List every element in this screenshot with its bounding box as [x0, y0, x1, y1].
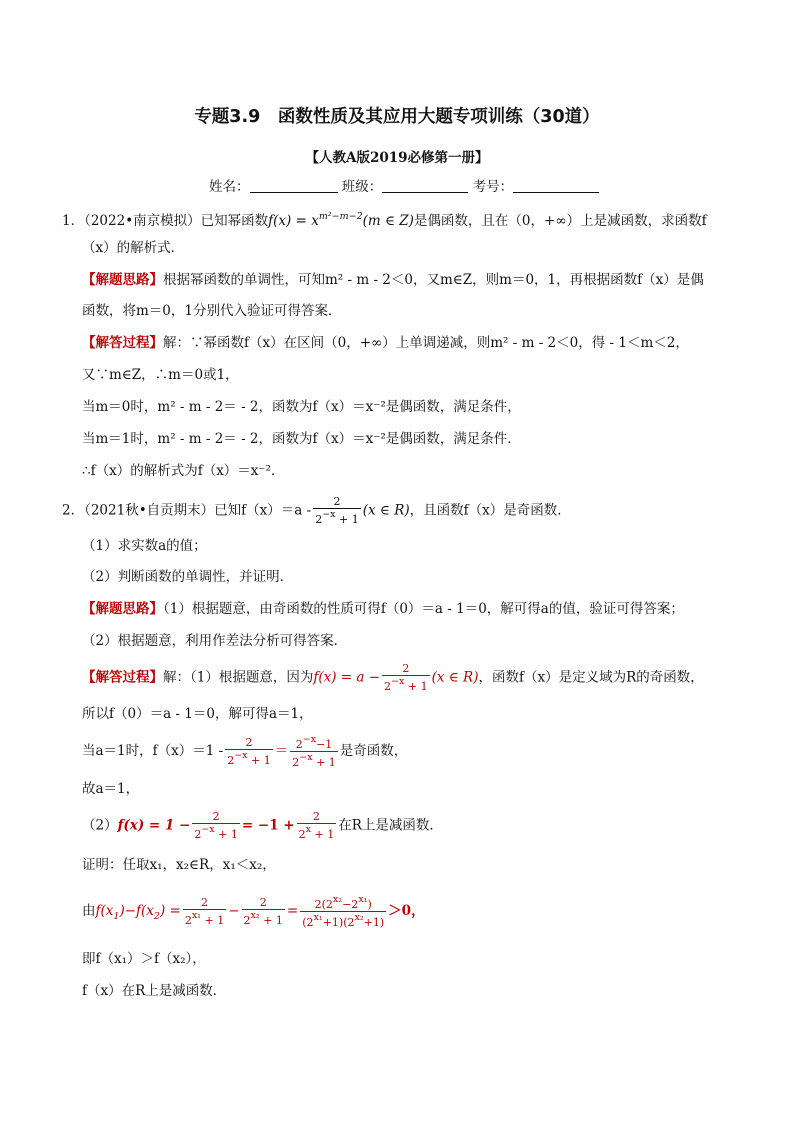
- q2-solution-line3: 当a＝1时，f（x）＝1 - $\frac{2}{2-x + 1}$ ＝ $\frac{2-x-1}{2-x + 1}$ 是奇函数，: [82, 734, 408, 769]
- q1-solution-line1: 【解答过程】解：∵幂函数f（x）在区间（0，+∞）上单调递减，则m² - m - 2＜0，得 - 1＜m＜2，: [82, 335, 689, 351]
- exam-blank: [513, 178, 599, 193]
- page-subtitle: 【人教A版2019必修第一册】: [305, 150, 489, 166]
- q2-hint-line2: （2）根据题意，利用作差法分析可得答案．: [82, 633, 348, 649]
- q2-solution-line6: 证明：任取x₁，x₂∈R，x₁＜x₂，: [82, 857, 276, 873]
- q2-part1: （1）求实数a的值；: [82, 538, 207, 554]
- q1-solution-tag: 【解答过程】: [82, 335, 163, 351]
- q1-solution-line5: ∴f（x）的解析式为f（x）＝x⁻²．: [82, 463, 285, 479]
- q1-number: 1．: [62, 213, 85, 229]
- q2-solution-line2: 所以f（0）＝a - 1＝0，解可得a＝1，: [82, 706, 313, 722]
- student-info-line: [209, 175, 599, 195]
- q2-stem-line: 2．（2021秋•自贡期末）已知f（x）＝a - $\frac{2}{2-x + 1}$ (x ∈ R)，且函数f（x）是奇函数．: [62, 495, 571, 526]
- q2-part2: （2）判断函数的单调性，并证明．: [82, 569, 294, 585]
- q2-solution-line8: 即f（x₁）＞f（x₂），: [82, 951, 206, 967]
- q1-solution-line3: 当m＝0时，m² - m - 2＝ - 2，函数为f（x）＝x⁻²是偶函数，满足条件，: [82, 399, 521, 415]
- class-blank: [382, 178, 468, 193]
- q2-number: 2．: [62, 502, 85, 519]
- q1-solution-line4: 当m＝1时，m² - m - 2＝ - 2，函数为f（x）＝x⁻²是偶函数，满足条件．: [82, 431, 521, 447]
- q1-hint-tag: 【解题思路】: [82, 272, 163, 288]
- q1-hint-line2: 函数，将m＝0，1分别代入验证可得答案．: [82, 303, 342, 319]
- q2-solution-line5: （2）f(x) = 1 − $\frac{2}{2-x + 1}$ = −1 + $\frac{2}{2x + 1}$ 在R上是减函数．: [82, 810, 443, 841]
- q2-solution-line4: 故a＝1，: [82, 781, 140, 797]
- class-label: 班级：: [341, 179, 383, 195]
- name-label: 姓名：: [209, 179, 250, 195]
- q1-power-function: $f(x) = x^{m^2-m-2}(m$ ∈ Z): [268, 211, 414, 229]
- q2-source: （2021秋•自贡期末）: [84, 502, 215, 519]
- q2-solution-tag: 【解答过程】: [82, 669, 163, 686]
- q2-solution-line7: 由$f(x_1)-f(x_2)$ = $\frac{2}{\text{2x₁ + 1}}$ − $\frac{2}{\text{2x₂ + 1}}$ = $\frac{\text{2(2x₂−2x₁)}}{\text{(2x₁+1)(2x₂+1)}}$ ＞0，: [82, 894, 425, 929]
- q2-fraction: $\frac{2}{2-x + 1}$: [315, 495, 359, 526]
- name-blank: [250, 178, 338, 193]
- q2-hint-tag: 【解题思路】: [82, 601, 163, 617]
- q2-solution-line1: 【解答过程】解：（1）根据题意，因为f(x) = a − $\frac{2}{2-x + 1}$ (x ∈ R)，函数f（x）是定义域为R的奇函数，: [82, 662, 704, 693]
- q1-stem-line2: （x）的解析式．: [82, 240, 185, 256]
- exam-label: 考号：: [472, 179, 514, 195]
- q1-source: （2022•南京模拟）: [84, 213, 201, 229]
- q1-stem-line1: 1．（2022•南京模拟）已知幂函数$f(x) = x^{m^2-m-2}(m$ ∈ Z)是偶函数，且在（0，+∞）上是减函数，求函数f: [62, 211, 707, 229]
- q2-hint-line1: 【解题思路】（1）根据题意，由奇函数的性质可得f（0）＝a - 1＝0，解可得a的值，验证可得答案；: [82, 601, 684, 617]
- q1-hint-line1: 【解题思路】根据幂函数的单调性，可知m² - m - 2＜0，又m∈Z，则m＝0，1，再根据函数f（x）是偶: [82, 272, 704, 288]
- q2-solution-line9: f（x）在R上是减函数．: [82, 983, 227, 999]
- q1-solution-line2: 又∵m∈Z，∴m＝0或1，: [82, 367, 239, 383]
- page-title: 专题3.9 函数性质及其应用大题专项训练（30道）: [194, 107, 600, 127]
